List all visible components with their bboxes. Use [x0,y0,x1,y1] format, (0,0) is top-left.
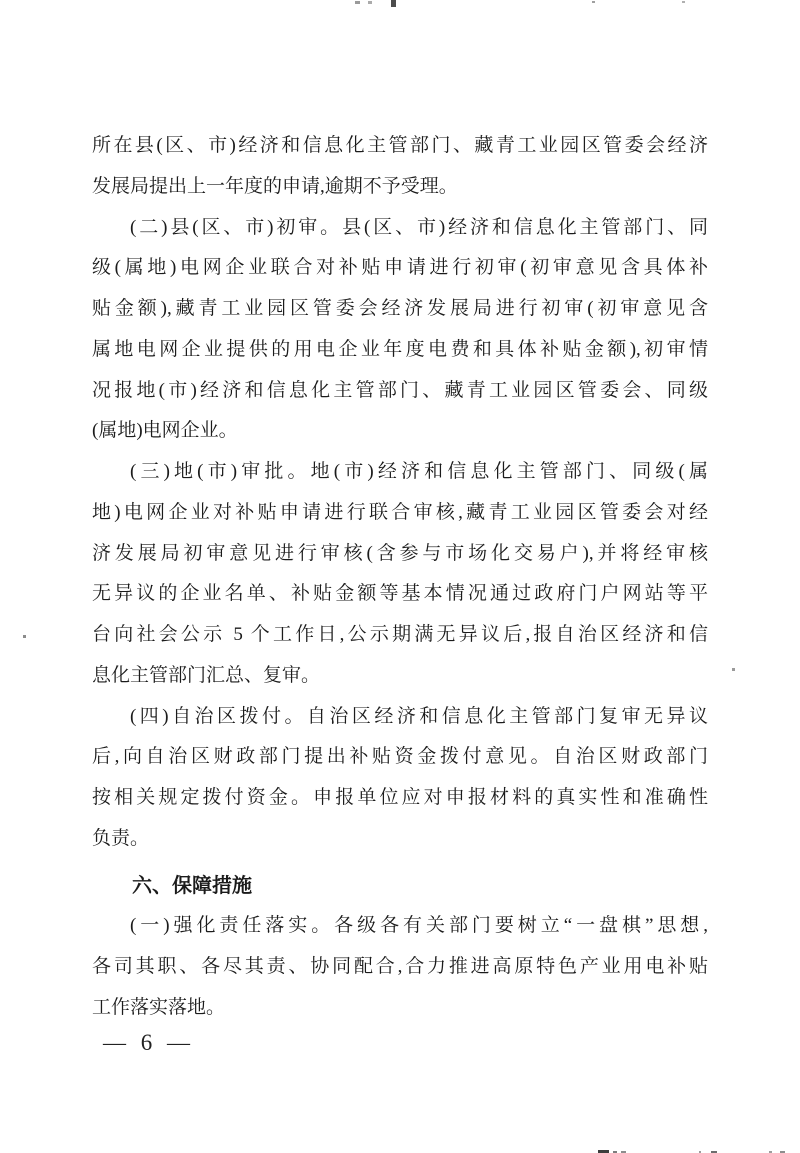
body-line: 地)电网企业对补贴申请进行联合审核,藏青工业园区管委会对经 [92,501,708,523]
body-line: 后,向自治区财政部门提出补贴资金拨付意见。自治区财政部门 [92,746,708,768]
body-line: 负责。 [92,827,150,849]
scan-artifact [732,668,735,671]
body-line: 各司其职、各尽其责、协同配合,合力推进高原特色产业用电补贴 [92,956,708,977]
body-line: (一)强化责任落实。各级各有关部门要树立“一盘棋”思想, [130,915,708,937]
scan-artifact [592,1,595,3]
body-line: 级(属地)电网企业联合对补贴申请进行初审(初审意见含具体补 [92,257,708,279]
scan-artifact [368,1,372,4]
scan-artifact [23,635,26,638]
body-line: 属地电网企业提供的用电企业年度电费和具体补贴金额),初审情 [92,338,708,360]
body-line: 贴金额),藏青工业园区管委会经济发展局进行初审(初审意见含 [92,298,708,319]
page-number-footer: — 6 — [103,1030,190,1055]
body-line: 况报地(市)经济和信息化主管部门、藏青工业园区管委会、同级 [92,379,708,401]
body-line: 无异议的企业名单、补贴金额等基本情况通过政府门户网站等平 [92,583,708,605]
body-line: 工作落实落地。 [92,996,226,1018]
body-line: 济发展局初审意见进行审核(含参与市场化交易户),并将经审核 [92,542,708,564]
scan-artifact [391,0,396,7]
document-text-block [92,126,708,1029]
body-line: 按相关规定拨付资金。申报单位应对申报材料的真实性和准确性 [92,787,708,808]
scan-artifact [355,1,360,4]
body-line: 息化主管部门汇总、复审。 [92,664,321,686]
scan-artifact [682,1,685,3]
body-line: (三)地(市)审批。地(市)经济和信息化主管部门、同级(属 [130,461,708,482]
body-line: 发展局提出上一年度的申请,逾期不予受理。 [92,175,458,197]
body-line: (四)自治区拨付。自治区经济和信息化主管部门复审无异议 [130,705,708,727]
body-line: 台向社会公示 5 个工作日,公示期满无异议后,报自治区经济和信 [92,624,708,645]
body-line: (属地)电网企业。 [92,420,238,442]
section-heading: 六、保障措施 [132,874,252,897]
body-line: (二)县(区、市)初审。县(区、市)经济和信息化主管部门、同 [130,216,708,238]
body-line: 所在县(区、市)经济和信息化主管部门、藏青工业园区管委会经济 [92,135,708,156]
